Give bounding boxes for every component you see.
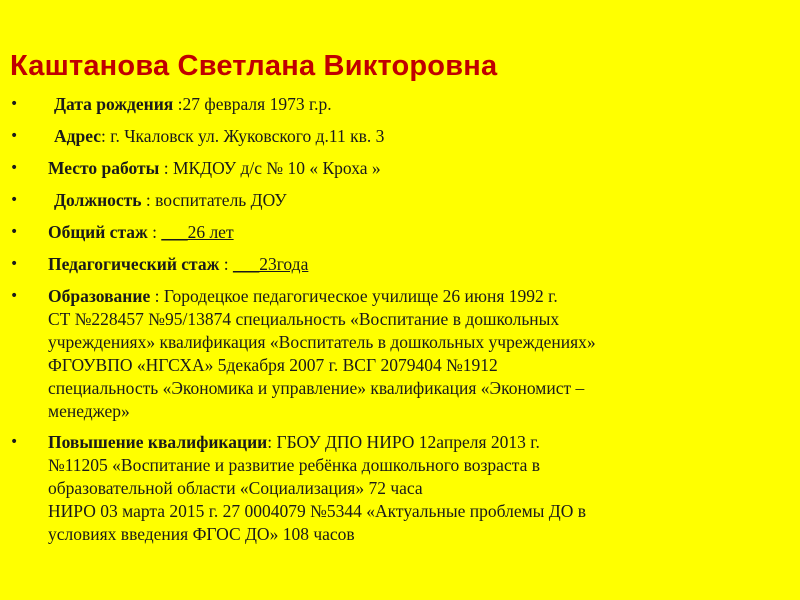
item-line: специальность «Экономика и управление» квалификация «Экономист – <box>48 378 585 398</box>
item-line: образовательной области «Социализация» 72 часа <box>48 478 423 498</box>
list-item-address <box>0 125 800 157</box>
item-label: Должность <box>54 190 142 210</box>
item-line: учреждениях» квалификация «Воспитатель в дошкольных учреждениях» <box>48 332 596 352</box>
page-title: Каштанова Светлана Викторовна <box>10 50 498 82</box>
item-label: Повышение квалификации <box>48 432 268 452</box>
item-label: Место работы <box>48 158 160 178</box>
item-value: воспитатель ДОУ <box>155 190 287 210</box>
item-separator: : <box>147 222 162 242</box>
item-first-line <box>48 285 800 308</box>
item-line: №11205 «Воспитание и развитие ребёнка дошкольного возраста в <box>48 455 540 475</box>
item-line: ФГОУВПО «НГСХА» 5декабря 2007 г. ВСГ 2079404 №1912 <box>48 355 498 375</box>
bullet-icon: • <box>10 192 19 208</box>
bullet-icon: • <box>10 160 19 176</box>
item-value: Городецкое педагогическое училище 26 июня 1992 г. <box>163 286 558 306</box>
list-item-education <box>0 285 800 431</box>
item-line: условиях введения ФГОС ДО» 108 часов <box>48 524 355 544</box>
item-label: Педагогический стаж <box>48 254 220 274</box>
bullet-list <box>0 93 800 546</box>
item-separator: : <box>173 94 183 114</box>
list-item-position <box>0 189 800 221</box>
list-item-teaching-experience <box>0 253 800 285</box>
item-value: МКДОУ д/с № 10 « Кроха » <box>172 158 381 178</box>
item-value: г. Чкаловск ул. Жуковского д.11 кв. 3 <box>110 126 385 146</box>
item-label: Дата рождения <box>54 94 174 114</box>
bullet-icon: • <box>10 256 19 272</box>
bullet-icon: • <box>10 96 19 112</box>
item-line: менеджер» <box>48 401 130 421</box>
item-value: ГБОУ ДПО НИРО 12апреля 2013 г. <box>276 432 540 452</box>
item-separator: : <box>219 254 233 274</box>
item-first-line <box>48 431 800 454</box>
item-label: Образование <box>48 286 151 306</box>
item-separator: : <box>159 158 173 178</box>
item-line: СТ №228457 №95/13874 специальность «Воспитание в дошкольных <box>48 309 560 329</box>
item-separator: : <box>100 126 111 146</box>
list-item-workplace <box>0 157 800 189</box>
bullet-icon: • <box>10 128 19 144</box>
item-separator: : <box>267 432 277 452</box>
list-item-birthdate <box>0 93 800 125</box>
item-separator: : <box>150 286 164 306</box>
item-value: ___23года <box>232 254 309 274</box>
item-label: Адрес <box>54 126 101 146</box>
item-label: Общий стаж <box>48 222 148 242</box>
bullet-icon: • <box>10 434 19 450</box>
list-item-total-experience <box>0 221 800 253</box>
item-line: НИРО 03 марта 2015 г. 27 0004079 №5344 «Актуальные проблемы ДО в <box>48 501 587 521</box>
bullet-icon: • <box>10 288 19 304</box>
bullet-icon: • <box>10 224 19 240</box>
item-value: ___26 лет <box>161 222 234 242</box>
item-separator: : <box>141 190 156 210</box>
item-value: 27 февраля 1973 г.р. <box>182 94 332 114</box>
list-item-qualification <box>0 431 800 546</box>
